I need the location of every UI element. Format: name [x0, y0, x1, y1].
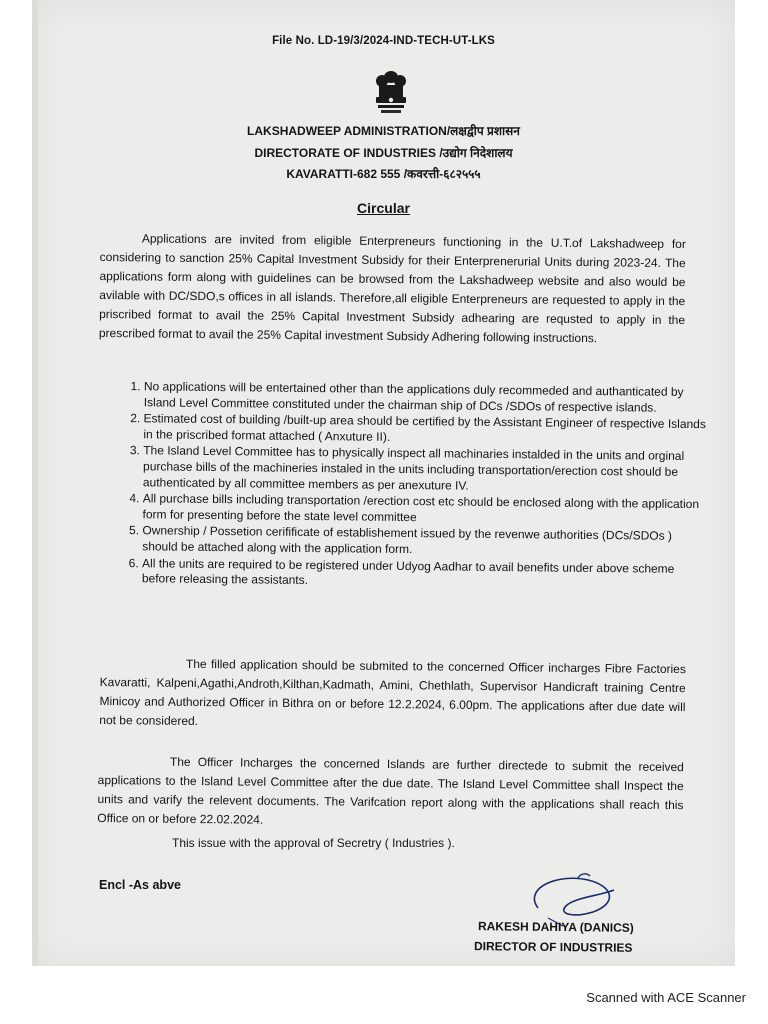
list-item: 1. No applications will be entertained other than the applications duly recommeded and authanticated by Island Level Committee constituted under the chairman ship of DCs /SDOs of respective islands. — [144, 379, 712, 416]
intro-paragraph — [99, 229, 686, 349]
intro-text: Applications are invited from eligible Enterpreneurs functioning in the U.T.of Lakshadweep for considering to sanction 25% Capital Investment Subsidy for their Enterprenerurial Units during 2023-24. The applications form along with guidelines can be browsed from the Lakshadweep website and also would be avilable with DC/SDO,s offices in all islands. Therefore,all eligible Enterpreneurs are requested to apply in the priscribed format to avail the 25% Capital Investment Subsidy adhearing are requsted to apply in the prescribed format to avail the 25% Capital investment Subsidy Adhering following instructions. — [98, 231, 686, 346]
enclosure-note: Encl -As abve — [99, 878, 181, 892]
submission-text: The filled application should be submited to the concerned Officer incharges Fibre Factories Kavaratti, Kalpeni,Agathi,Androth,Kilthan,Kadmath, Amini, Chethlath, Supervisor Handicraft training Centre Minicoy and Authorized Officer in Bithra on or before 12.2.2024, 6.00pm. The applications after due date will not be considered. — [99, 656, 686, 729]
administration-heading: LAKSHADWEEP ADMINISTRATION/लक्षद्वीप प्रशासन — [247, 124, 520, 138]
file-number: File No. LD-19/3/2024-IND-TECH-UT-LKS — [272, 35, 495, 47]
list-item: 3. The Island Level Committee has to physically inspect all machinaries instalded in the units and orginal purchase bills of the machineries instaled in the units including transportation/erection cost should be authenticated by all committee members as per anexuture IV. — [143, 444, 711, 497]
list-item: 4. All purchase bills including transportation /erection cost etc should be enclosed along with the application form for presenting before the state level committee — [142, 491, 710, 528]
approval-line: This issue with the approval of Secretry ( Industries ). — [172, 836, 455, 850]
list-item: 5. Ownership / Possetion cerifificate of establishement issued by the revenwe authorities (DCs/SDOs ) should be attached along with the application form. — [142, 524, 710, 561]
signatory-name: RAKESH DAHIYA (DANICS) — [477, 919, 634, 935]
document-page — [32, 0, 735, 966]
scanner-watermark: Scanned with ACE Scanner — [586, 990, 746, 1005]
signatory-designation: DIRECTOR OF INDUSTRIES — [473, 939, 633, 955]
page-title: Circular — [357, 200, 410, 216]
national-emblem-icon — [370, 67, 412, 115]
officers-paragraph — [97, 752, 684, 834]
address-heading: KAVARATTI-682 555 /कवरत्ती-६८२५५५ — [286, 167, 481, 181]
instructions-list — [116, 379, 712, 594]
list-item: 2. Estimated cost of building /built-up area should be certified by the Assistant Engineer of respective Islands in the priscribed format attached ( Anxuture II). — [143, 411, 711, 448]
directorate-heading: DIRECTORATE OF INDUSTRIES /उद्योग निदेशालय — [254, 146, 513, 160]
officers-text: The Officer Incharges the concerned Islands are further directede to submit the received applications to the Island Level Committee after the due date. The Island Level Committee shall Inspect the units and varify the relevent documents. The Varifcation report along with the applications shall reach this Office on or before 22.02.2024. — [97, 754, 684, 827]
list-item: 6. All the units are required to be registered under Udyog Aadhar to avail benefits under above scheme before releasing the assistants. — [142, 556, 710, 593]
submission-paragraph — [99, 654, 686, 736]
